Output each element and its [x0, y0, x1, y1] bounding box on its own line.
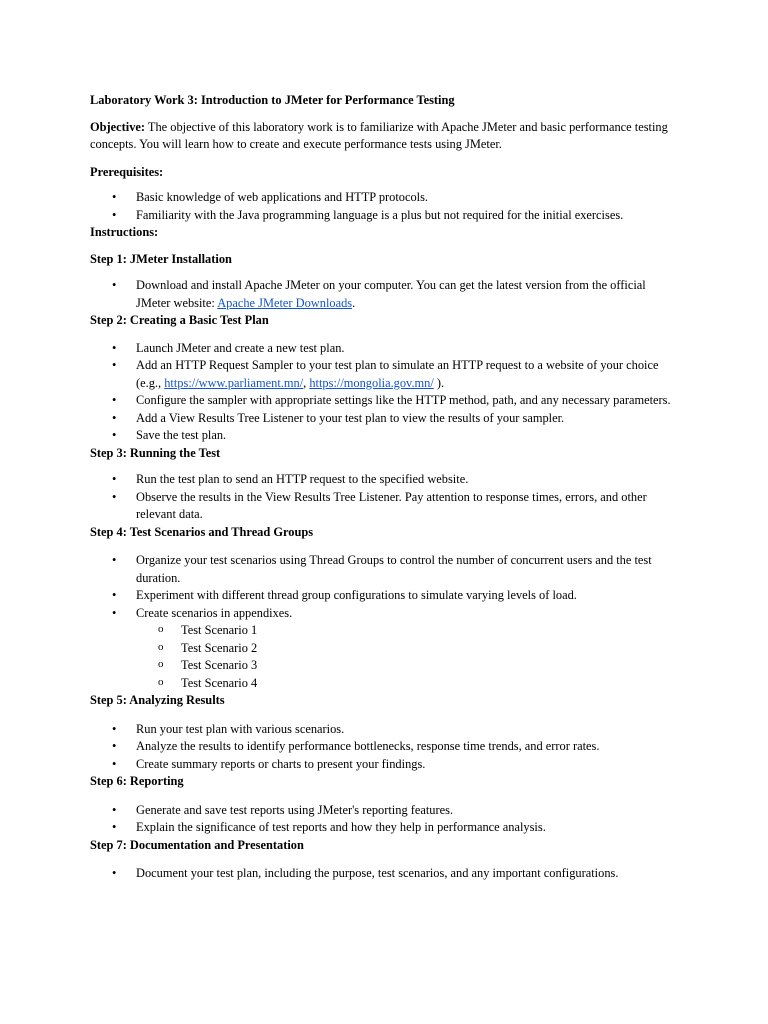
objective-text: The objective of this laboratory work is to familiarize with Apache JMeter and basic performance testing concepts. You will learn how to create and execute performance tests using JMeter. [90, 119, 668, 151]
list-item: • Create scenarios in appendixes. [90, 605, 680, 623]
list-item: • Document your test plan, including the purpose, test scenarios, and any important configurations. [90, 865, 680, 883]
objective-paragraph [90, 119, 680, 154]
list-item: • Organize your test scenarios using Thread Groups to control the number of concurrent users and the test duration. [90, 552, 680, 587]
step5-heading: Step 5: Analyzing Results [90, 693, 225, 707]
list-item: • Add a View Results Tree Listener to your test plan to view the results of your sampler. [90, 410, 680, 428]
step1-list [90, 277, 680, 312]
list-item [90, 277, 680, 312]
step6-heading: Step 6: Reporting [90, 774, 184, 788]
step3-heading: Step 3: Running the Test [90, 445, 221, 460]
step4-list [90, 552, 680, 622]
list-item: • Launch JMeter and create a new test plan. [90, 340, 680, 358]
list-item: • Run the test plan to send an HTTP request to the specified website. [90, 471, 680, 489]
prerequisites-heading: Prerequisites: [90, 164, 164, 179]
list-item: • Save the test plan. [90, 427, 680, 445]
list-item: • Explain the significance of test reports and how they help in performance analysis. [90, 819, 680, 837]
mongolia-gov-link[interactable]: https://mongolia.gov.mn/ [309, 375, 434, 390]
parliament-link[interactable]: https://www.parliament.mn/ [164, 375, 304, 390]
list-item: • Create summary reports or charts to present your findings. [90, 756, 680, 774]
document-page [90, 92, 680, 883]
scenario-item: o Test Scenario 4 [90, 675, 680, 693]
instructions-heading: Instructions: [90, 225, 159, 239]
step1-heading: Step 1: JMeter Installation [90, 251, 232, 266]
step3-list [90, 471, 680, 524]
objective-label: Objective: [90, 119, 146, 134]
list-item: • Observe the results in the View Results Tree Listener. Pay attention to response times, errors, and other relevant data. [90, 489, 680, 524]
step7-list [90, 865, 680, 883]
step5-list [90, 721, 680, 774]
scenario-item: o Test Scenario 3 [90, 657, 680, 675]
list-item: • Basic knowledge of web applications and HTTP protocols. [90, 189, 680, 207]
step1-item-suffix: . [352, 295, 356, 310]
list-item: • Analyze the results to identify performance bottlenecks, response time trends, and error rates. [90, 738, 680, 756]
link-separator: , [303, 375, 310, 390]
step6-list [90, 802, 680, 837]
list-item: • Run your test plan with various scenarios. [90, 721, 680, 739]
step2-heading: Step 2: Creating a Basic Test Plan [90, 313, 269, 327]
step4-heading: Step 4: Test Scenarios and Thread Groups [90, 524, 314, 539]
scenario-item: o Test Scenario 2 [90, 640, 680, 658]
document-title: Laboratory Work 3: Introduction to JMeter for Performance Testing [90, 93, 455, 107]
prerequisites-list [90, 189, 680, 224]
step2-item-text: Add an HTTP Request Sampler to your test plan to simulate an HTTP request to a website of your choice (e.g., [136, 358, 659, 390]
step2-item-suffix: ). [433, 375, 445, 390]
list-item: • Experiment with different thread group configurations to simulate varying levels of load. [90, 587, 680, 605]
jmeter-downloads-link[interactable]: Apache JMeter Downloads [217, 295, 353, 310]
step1-item-text: Download and install Apache JMeter on your computer. You can get the latest version from the official JMeter website: [136, 278, 646, 310]
scenario-list [90, 622, 680, 692]
step7-heading: Step 7: Documentation and Presentation [90, 837, 304, 852]
list-item: • Configure the sampler with appropriate settings like the HTTP method, path, and any necessary parameters. [90, 392, 680, 410]
list-item: • Generate and save test reports using JMeter's reporting features. [90, 802, 680, 820]
step2-list [90, 340, 680, 445]
scenario-item: o Test Scenario 1 [90, 622, 680, 640]
list-item: • Familiarity with the Java programming language is a plus but not required for the initial exercises. [90, 207, 680, 225]
list-item [90, 357, 680, 392]
